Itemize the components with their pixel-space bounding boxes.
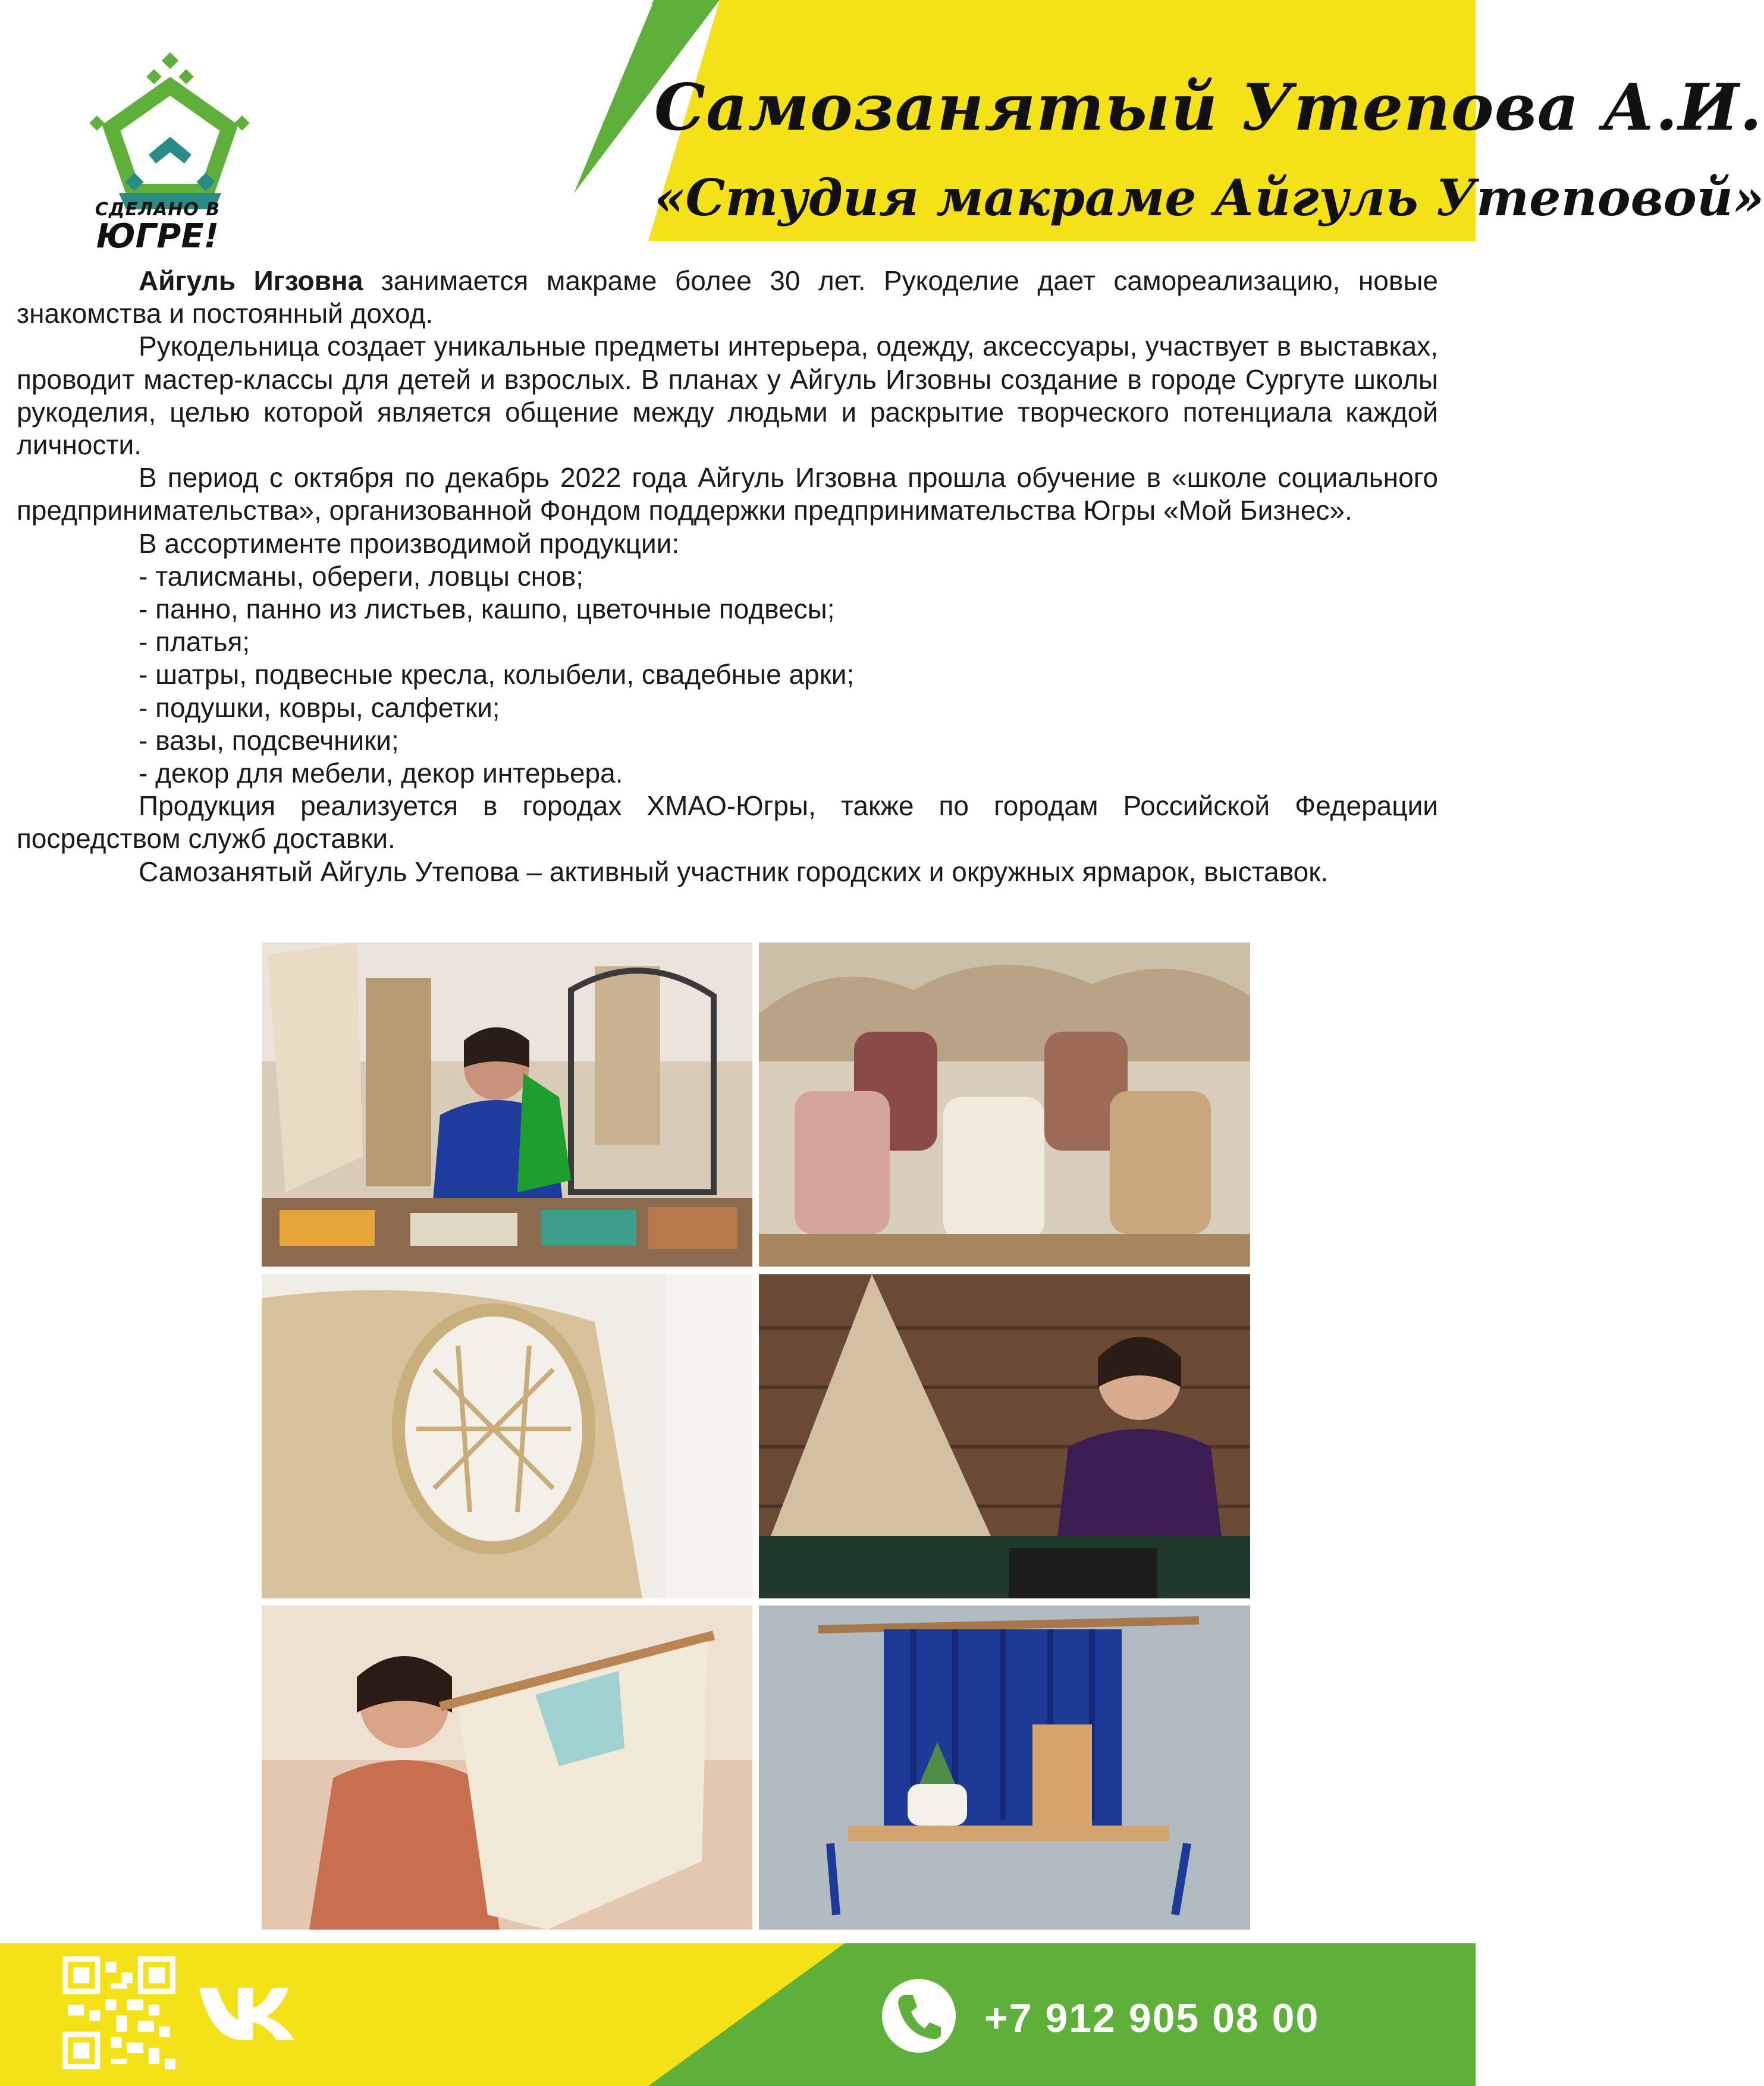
logo-caption-line1: СДЕЛАНО В xyxy=(95,199,221,220)
photo-hanging-chair-portrait xyxy=(759,1274,1250,1598)
photo-blue-macrame-shelf xyxy=(759,1606,1250,1930)
list-item: - подушки, ковры, салфетки; xyxy=(139,692,500,723)
list-item: - шатры, подвесные кресла, колыбели, свадебные арки; xyxy=(139,659,855,690)
vk-logo-icon xyxy=(196,1983,297,2043)
paragraph-activities: Рукодельница создает уникальные предметы интерьера, одежду, аксессуары, участвует в выставках, проводит мастер-классы для детей и взрослых. В планах у Айгуль Игзовны создание в городе Сургуте школы рукоделия, целью которой является общение между людьми и раскрытие творческого потенциала каждой личности. xyxy=(17,331,1438,461)
paragraph-intro: Айгуль Игзовна занимается макраме более 30 лет. Рукоделие дает самореализацию, новые знакомства и постоянный доход. xyxy=(17,265,1438,329)
list-item: - платья; xyxy=(139,626,250,658)
list-intro: В ассортименте производимой продукции: xyxy=(139,527,680,559)
list-item: - панно, панно из листьев, кашпо, цветочные подвесы; xyxy=(139,593,835,625)
paragraph-training: В период с октября по декабрь 2022 года Айгуль Игзовна прошла обучение в «школе социального предпринимательства», организованной Фондом поддержки предпринимательства Югры «Мой Бизнес». xyxy=(17,462,1438,526)
page-subtitle: «Студия макраме Айгуль Утеповой» xyxy=(654,168,1764,227)
paragraph-fairs: Самозанятый Айгуль Утепова – активный участник городских и окружных ярмарок, выставок. xyxy=(139,856,1329,887)
photo-macrame-swing-closeup xyxy=(262,1274,752,1598)
list-item: - талисманы, обереги, ловцы снов; xyxy=(139,560,583,592)
logo-caption-line2: ЮГРЕ! xyxy=(96,217,219,256)
logo-caption xyxy=(83,199,232,256)
page-title: Самозанятый Утепова А.И. xyxy=(654,70,1763,145)
list-item: - вазы, подсвечники; xyxy=(139,724,399,756)
paragraph-sales: Продукция реализуется в городах ХМАО-Югры, также по городам Российской Федерации посредством служб доставки. xyxy=(17,790,1438,854)
photo-macrame-vases xyxy=(759,943,1250,1267)
photo-wall-panel-portrait xyxy=(262,1606,752,1930)
body-text xyxy=(17,265,1438,888)
phone-number[interactable]: +7 912 905 08 00 xyxy=(984,1996,1320,2041)
person-name: Айгуль Игзовна xyxy=(139,265,363,296)
qr-code-icon xyxy=(62,1956,175,2069)
phone-icon xyxy=(880,1977,958,2054)
photo-exhibition-stand xyxy=(262,943,752,1267)
list-item: - декор для мебели, декор интерьера. xyxy=(139,758,623,789)
